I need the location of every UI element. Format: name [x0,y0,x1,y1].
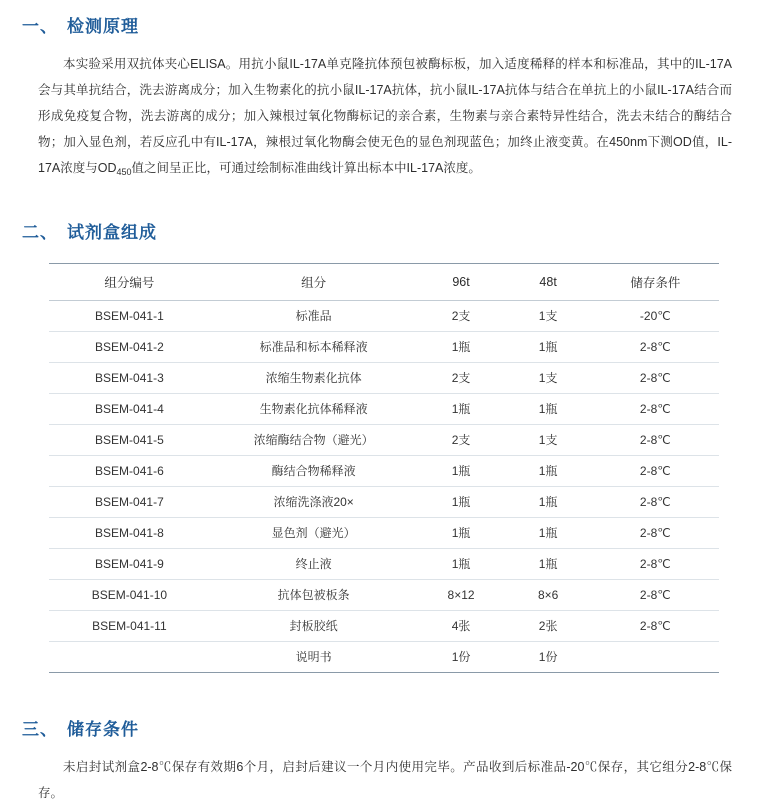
table-row [49,580,719,611]
cell-96t: 4张 [417,611,504,642]
cell-component: 浓缩酶结合物（避光） [210,425,418,456]
column-header-component-no: 组分编号 [49,264,210,301]
section-title: 试剂盒组成 [67,223,157,242]
cell-48t: 1瓶 [505,549,592,580]
table-row [49,425,719,456]
cell-storage: 2-8℃ [592,611,719,642]
section-title: 储存条件 [67,720,139,739]
table-row [49,549,719,580]
cell-48t: 1瓶 [505,394,592,425]
section-title: 检测原理 [67,17,139,36]
cell-storage [592,642,719,673]
table-header-row [49,264,719,301]
table-row [49,332,719,363]
cell-storage: 2-8℃ [592,549,719,580]
cell-48t: 1瓶 [505,332,592,363]
cell-component: 标准品和标本稀释液 [210,332,418,363]
cell-96t: 2支 [417,363,504,394]
cell-48t: 1支 [505,425,592,456]
cell-96t: 1瓶 [417,518,504,549]
cell-48t: 2张 [505,611,592,642]
cell-storage: 2-8℃ [592,456,719,487]
cell-component: 浓缩生物素化抗体 [210,363,418,394]
cell-component-no: BSEM-041-1 [49,301,210,332]
kit-composition-table-wrapper [49,263,719,673]
section-number: 二、 [22,223,58,242]
cell-component-no: BSEM-041-5 [49,425,210,456]
cell-96t: 8×12 [417,580,504,611]
cell-component-no: BSEM-041-8 [49,518,210,549]
cell-component: 显色剂（避光） [210,518,418,549]
section-heading-principle [22,0,746,37]
cell-storage: 2-8℃ [592,580,719,611]
cell-component-no: BSEM-041-6 [49,456,210,487]
cell-component: 终止液 [210,549,418,580]
cell-component-no [49,642,210,673]
cell-96t: 1瓶 [417,456,504,487]
table-row [49,642,719,673]
table-row [49,363,719,394]
table-header [49,264,719,301]
cell-48t: 1瓶 [505,487,592,518]
column-header-48t: 48t [505,264,592,301]
column-header-storage: 储存条件 [592,264,719,301]
cell-component-no: BSEM-041-9 [49,549,210,580]
table-body [49,301,719,673]
principle-paragraph [22,51,746,182]
cell-48t: 1瓶 [505,518,592,549]
cell-component-no: BSEM-041-11 [49,611,210,642]
cell-storage: 2-8℃ [592,332,719,363]
cell-component-no: BSEM-041-2 [49,332,210,363]
column-header-component: 组分 [210,264,418,301]
table-row [49,394,719,425]
table-row [49,456,719,487]
cell-96t: 2支 [417,301,504,332]
cell-96t: 1瓶 [417,549,504,580]
cell-96t: 1瓶 [417,394,504,425]
column-header-96t: 96t [417,264,504,301]
table-row [49,487,719,518]
cell-storage: 2-8℃ [592,363,719,394]
cell-component-no: BSEM-041-4 [49,394,210,425]
cell-48t: 8×6 [505,580,592,611]
section-number: 一、 [22,17,58,36]
storage-paragraph: 未启封试剂盒2-8℃保存有效期6个月，启封后建议一个月内使用完毕。产品收到后标准品-20℃保存，其它组分2-8℃保存。 [38,760,732,800]
cell-storage: 2-8℃ [592,394,719,425]
cell-96t: 1瓶 [417,487,504,518]
kit-composition-table [49,263,719,673]
cell-48t: 1支 [505,301,592,332]
table-row [49,518,719,549]
cell-component-no: BSEM-041-7 [49,487,210,518]
table-row [49,301,719,332]
cell-component: 封板胶纸 [210,611,418,642]
cell-48t: 1支 [505,363,592,394]
cell-component: 说明书 [210,642,418,673]
cell-component: 生物素化抗体稀释液 [210,394,418,425]
cell-96t: 2支 [417,425,504,456]
cell-storage: 2-8℃ [592,425,719,456]
principle-text-part1: 本实验采用双抗体夹心ELISA。用抗小鼠IL-17A单克隆抗体预包被酶标板，加入适度稀释的样本和标准品，其中的IL-17A会与其单抗结合，洗去游离成分；加入生物素化的抗小鼠IL-17A抗体，抗小鼠IL-17A抗体与结合在单抗上的小鼠IL-17A结合而形成免疫复合物，洗去游离的成分；加入辣根过氧化物酶标记的亲合素，生物素与亲合素特异性结合，洗去未结合的酶结合物；加入显色剂，若反应孔中有IL-17A，辣根过氧化物酶会使无色的显色剂现蓝色；加终止液变黄。在450nm下测OD值，IL-17A浓度与OD [38,57,732,175]
cell-component: 抗体包被板条 [210,580,418,611]
cell-96t: 1份 [417,642,504,673]
cell-storage: 2-8℃ [592,487,719,518]
od-subscript: 450 [116,167,132,177]
cell-component: 标准品 [210,301,418,332]
section-heading-kit-composition [22,182,746,243]
cell-storage: -20℃ [592,301,719,332]
cell-storage: 2-8℃ [592,518,719,549]
cell-48t: 1瓶 [505,456,592,487]
cell-component: 浓缩洗涤液20× [210,487,418,518]
cell-component: 酶结合物稀释液 [210,456,418,487]
cell-component-no: BSEM-041-10 [49,580,210,611]
section-heading-storage [22,673,746,740]
cell-component-no: BSEM-041-3 [49,363,210,394]
cell-96t: 1瓶 [417,332,504,363]
section-number: 三、 [22,720,58,739]
cell-48t: 1份 [505,642,592,673]
table-row [49,611,719,642]
principle-text-part2: 值之间呈正比，可通过绘制标准曲线计算出标本中IL-17A浓度。 [131,161,481,175]
